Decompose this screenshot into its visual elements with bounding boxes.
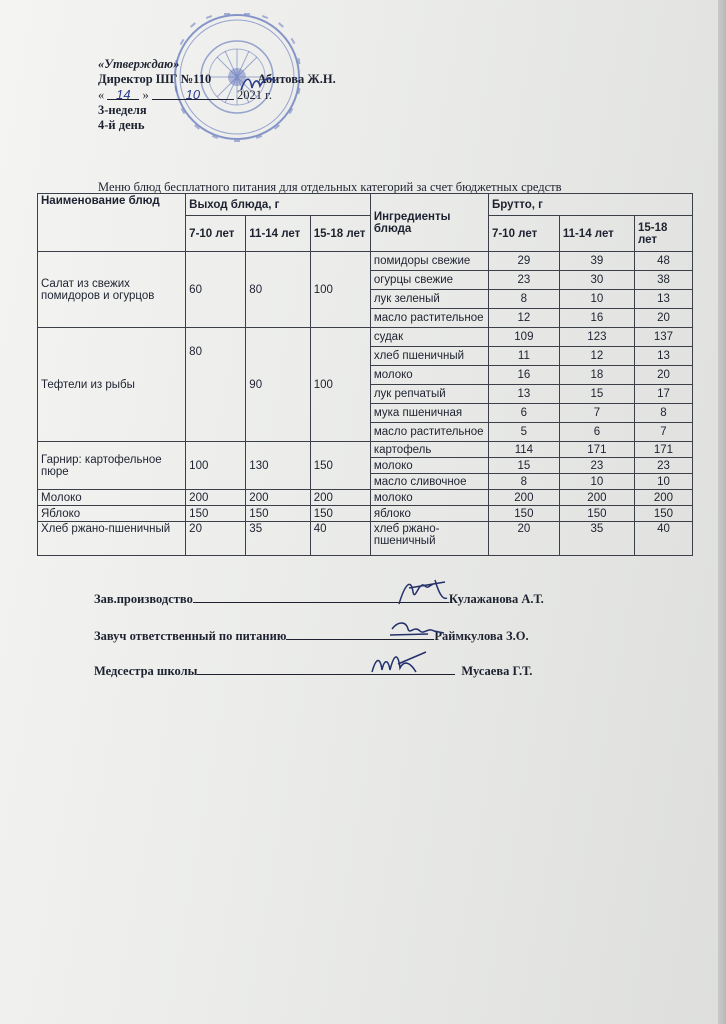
dish-name: Салат из свежих помидоров и огурцов <box>38 252 186 328</box>
day-label: 4-й день <box>98 118 145 132</box>
dish-yield-15-18: 150 <box>310 442 370 490</box>
gross-7-10: 29 <box>488 252 559 271</box>
approval-date <box>98 87 336 103</box>
table-row <box>38 442 693 458</box>
ingredient-name: масло сливочное <box>370 474 488 490</box>
dish-yield-11-14: 90 <box>246 328 310 442</box>
header-gross-age-11-14: 11-14 лет <box>559 216 634 252</box>
ingredient-name: огурцы свежие <box>370 271 488 290</box>
gross-7-10: 23 <box>488 271 559 290</box>
gross-15-18: 38 <box>634 271 692 290</box>
gross-11-14: 7 <box>559 404 634 423</box>
table-row <box>38 490 693 506</box>
dish-yield-11-14: 130 <box>246 442 310 490</box>
ingredient-name: молоко <box>370 490 488 506</box>
dish-name: Тефтели из рыбы <box>38 328 186 442</box>
menu-table-body <box>38 252 693 556</box>
dish-name: Яблоко <box>38 506 186 522</box>
gross-15-18: 20 <box>634 309 692 328</box>
header-gross: Брутто, г <box>488 194 692 216</box>
gross-7-10: 13 <box>488 385 559 404</box>
date-month: 10 <box>152 87 234 100</box>
gross-11-14: 15 <box>559 385 634 404</box>
dish-yield-15-18: 100 <box>310 252 370 328</box>
gross-7-10: 20 <box>488 522 559 556</box>
ingredient-name: яблоко <box>370 506 488 522</box>
header-gross-age-15-18: 15-18 лет <box>634 216 692 252</box>
dish-yield-7-10: 100 <box>186 442 246 490</box>
gross-11-14: 10 <box>559 290 634 309</box>
approval-title: «Утверждаю» <box>98 57 180 71</box>
paper-edge <box>718 0 726 1024</box>
gross-7-10: 12 <box>488 309 559 328</box>
ingredient-name: лук репчатый <box>370 385 488 404</box>
signature-name: Кулажанова А.Т. <box>448 592 544 606</box>
date-open-quote: « <box>98 88 105 102</box>
gross-7-10: 8 <box>488 474 559 490</box>
gross-15-18: 200 <box>634 490 692 506</box>
gross-11-14: 35 <box>559 522 634 556</box>
signature-row-head-teacher <box>94 627 529 644</box>
signature-role: Медсестра школы <box>94 664 198 678</box>
gross-15-18: 20 <box>634 366 692 385</box>
ingredient-name: мука пшеничная <box>370 404 488 423</box>
gross-15-18: 48 <box>634 252 692 271</box>
dish-yield-7-10: 60 <box>186 252 246 328</box>
ingredient-name: молоко <box>370 458 488 474</box>
director-name: Абитова Ж.Н. <box>257 72 336 86</box>
date-close-quote: » <box>142 88 149 102</box>
date-day: 14 <box>107 87 139 100</box>
gross-15-18: 13 <box>634 290 692 309</box>
dish-yield-15-18: 150 <box>310 506 370 522</box>
gross-15-18: 171 <box>634 442 692 458</box>
header-yield-age-15-18: 15-18 лет <box>310 216 370 252</box>
ingredient-name: помидоры свежие <box>370 252 488 271</box>
header-yield: Выход блюда, г <box>186 194 371 216</box>
gross-11-14: 16 <box>559 309 634 328</box>
gross-11-14: 171 <box>559 442 634 458</box>
gross-7-10: 16 <box>488 366 559 385</box>
signature-role: Завуч ответственный по питанию <box>94 629 287 643</box>
dish-yield-7-10: 200 <box>186 490 246 506</box>
gross-11-14: 123 <box>559 328 634 347</box>
dish-yield-7-10: 150 <box>186 506 246 522</box>
gross-15-18: 137 <box>634 328 692 347</box>
menu-caption: Меню блюд бесплатного питания для отдельных категорий за счет бюджетных средств <box>98 180 562 194</box>
gross-7-10: 8 <box>488 290 559 309</box>
dish-yield-15-18: 100 <box>310 328 370 442</box>
gross-15-18: 40 <box>634 522 692 556</box>
gross-11-14: 200 <box>559 490 634 506</box>
gross-11-14: 23 <box>559 458 634 474</box>
director-signature <box>238 72 278 94</box>
signature-role: Зав.производство <box>94 592 193 606</box>
dish-yield-15-18: 40 <box>310 522 370 556</box>
signature-row-nurse <box>94 662 532 679</box>
ingredient-name: картофель <box>370 442 488 458</box>
dish-name: Молоко <box>38 490 186 506</box>
header-gross-age-7-10: 7-10 лет <box>488 216 559 252</box>
ingredient-name: судак <box>370 328 488 347</box>
dish-yield-11-14: 35 <box>246 522 310 556</box>
signature-row-production <box>94 590 544 607</box>
gross-7-10: 11 <box>488 347 559 366</box>
signature-name: Раймкулова З.О. <box>434 629 529 643</box>
signature-name: Мусаева Г.Т. <box>461 664 533 678</box>
gross-7-10: 6 <box>488 404 559 423</box>
week-label: 3-неделя <box>98 103 147 117</box>
ingredient-name: молоко <box>370 366 488 385</box>
gross-15-18: 8 <box>634 404 692 423</box>
ingredient-name: хлеб пшеничный <box>370 347 488 366</box>
table-row <box>38 328 693 347</box>
signature-scribble-production <box>395 574 451 612</box>
gross-11-14: 18 <box>559 366 634 385</box>
gross-7-10: 200 <box>488 490 559 506</box>
table-row <box>38 522 693 556</box>
menu-table <box>37 193 693 556</box>
header-ingredients: Ингредиенты блюда <box>370 194 488 252</box>
gross-7-10: 5 <box>488 423 559 442</box>
dish-yield-15-18: 200 <box>310 490 370 506</box>
ingredient-name: масло растительное <box>370 423 488 442</box>
gross-11-14: 6 <box>559 423 634 442</box>
gross-11-14: 30 <box>559 271 634 290</box>
dish-yield-7-10: 80 <box>186 328 246 442</box>
dish-yield-11-14: 150 <box>246 506 310 522</box>
date-year: 2021 г. <box>237 88 272 102</box>
header-yield-age-11-14: 11-14 лет <box>246 216 310 252</box>
dish-name: Хлеб ржано-пшеничный <box>38 522 186 556</box>
table-row <box>38 506 693 522</box>
gross-11-14: 10 <box>559 474 634 490</box>
director-label: Директор ШГ №110 <box>98 72 212 86</box>
gross-7-10: 150 <box>488 506 559 522</box>
gross-7-10: 15 <box>488 458 559 474</box>
gross-11-14: 39 <box>559 252 634 271</box>
ingredient-name: хлеб ржано-пшеничный <box>370 522 488 556</box>
dish-yield-11-14: 80 <box>246 252 310 328</box>
header-yield-age-7-10: 7-10 лет <box>186 216 246 252</box>
gross-15-18: 17 <box>634 385 692 404</box>
approval-block <box>98 57 336 133</box>
gross-7-10: 109 <box>488 328 559 347</box>
gross-15-18: 10 <box>634 474 692 490</box>
gross-7-10: 114 <box>488 442 559 458</box>
gross-11-14: 12 <box>559 347 634 366</box>
signature-scribble-nurse <box>368 648 430 678</box>
gross-15-18: 150 <box>634 506 692 522</box>
director-line <box>98 72 336 87</box>
gross-15-18: 13 <box>634 347 692 366</box>
gross-11-14: 150 <box>559 506 634 522</box>
header-dish: Наименование блюд <box>38 194 186 252</box>
dish-yield-7-10: 20 <box>186 522 246 556</box>
dish-name: Гарнир: картофельное пюре <box>38 442 186 490</box>
gross-15-18: 7 <box>634 423 692 442</box>
table-row <box>38 252 693 271</box>
ingredient-name: лук зеленый <box>370 290 488 309</box>
dish-yield-11-14: 200 <box>246 490 310 506</box>
gross-15-18: 23 <box>634 458 692 474</box>
signature-scribble-head-teacher <box>388 617 448 641</box>
ingredient-name: масло растительное <box>370 309 488 328</box>
